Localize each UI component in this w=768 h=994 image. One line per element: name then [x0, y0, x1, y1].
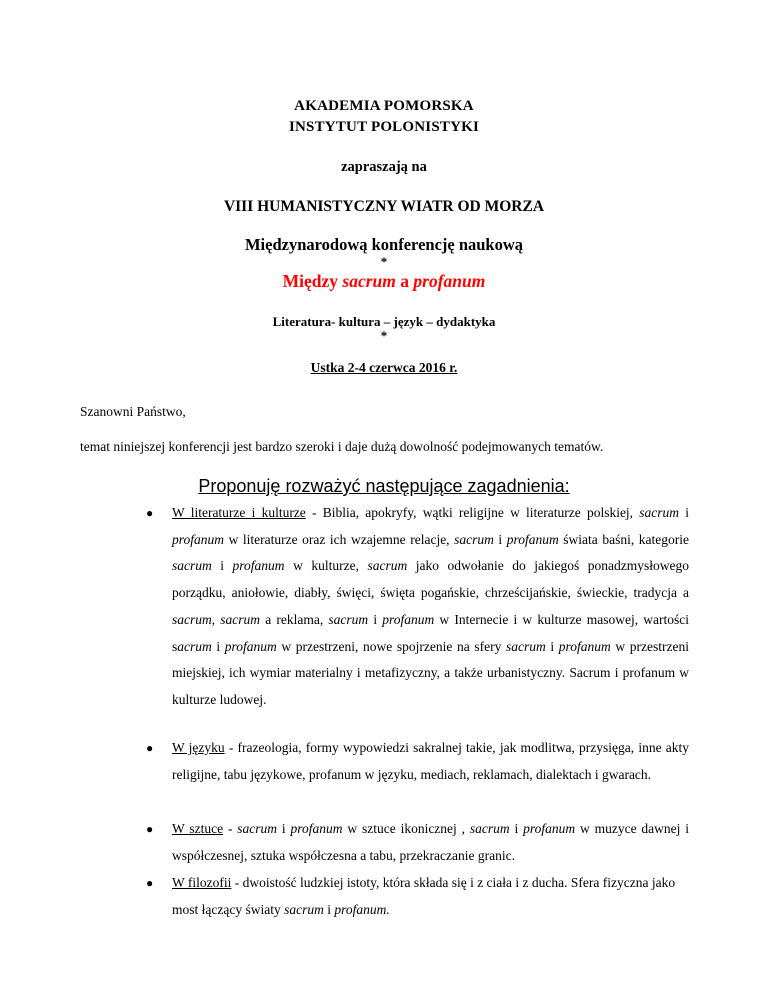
conference-theme — [0, 270, 768, 292]
list-item — [146, 500, 689, 714]
separator-star: * — [380, 328, 388, 343]
theme-sacrum: sacrum — [342, 271, 396, 291]
bullet-icon: ● — [146, 741, 154, 755]
bullet-icon: ● — [146, 506, 154, 520]
topic-segment: i — [323, 901, 335, 917]
topic-segment: w literaturze oraz ich wzajemne relacje, — [224, 531, 455, 547]
italic-term: sacrum — [469, 821, 510, 836]
italic-term: sacrum — [172, 558, 212, 574]
topic-segment: i — [368, 611, 383, 627]
theme-prefix: Między — [282, 271, 343, 291]
topic-segment: w muzyce dawnej i współczesnej, sztuka współczesna a tabu, przekraczanie granic. — [172, 821, 689, 863]
topic-segment: i — [545, 638, 559, 654]
topic-label: W filozofii — [172, 875, 232, 890]
topic-segment: w sztuce ikonicznej , — [342, 821, 470, 836]
italic-term: profanum — [558, 638, 611, 654]
italic-term: profanum — [172, 531, 225, 547]
topic-segment: a reklama, — [260, 611, 329, 627]
italic-term: profanum — [382, 611, 435, 627]
topic-text — [172, 870, 689, 923]
organizer-line-2: INSTYTUT POLONISTYKI — [288, 119, 480, 135]
conference-type: Międzynarodową konferencję naukową — [244, 235, 524, 254]
topic-segment: świata baśni, kategorie — [558, 531, 689, 547]
italic-term: sacrum — [284, 901, 324, 917]
italic-term: profanum — [232, 558, 285, 574]
topic-segment: - frazeologia, formy wypowiedzi sakralnej takie, jak modlitwa, przysięga, inne akty religijne, tabu językowe, profanum w języku, mediach, reklamach, dialektach i gwarach. — [172, 740, 690, 782]
italic-term: profanum — [224, 638, 277, 654]
list-item — [146, 870, 689, 923]
topic-segment: jako odwołanie do jakiegoś ponadzmysłowego porządku, aniołowie, diabły, święci, święta pogańskie, chrześcijańskie, świeckie, tradycja a — [172, 558, 689, 601]
organizer-line-1: AKADEMIA POMORSKA — [294, 98, 474, 114]
italic-term: acrum — [177, 638, 212, 654]
intro-paragraph: temat niniejszej konferencji jest bardzo szeroki i daje dużą dowolność podejmowanych tematów. — [80, 439, 604, 454]
conference-scope: Literatura- kultura – język – dydaktyka — [272, 314, 496, 329]
topic-segment: - — [223, 821, 238, 836]
topic-segment: w przestrzeni miejskiej, ich wymiar materialny i metafizyczny, a także urbanistyczny. Sacrum i profanum w kulturze ludowej. — [172, 638, 689, 707]
topic-segment: i — [211, 558, 233, 574]
place-and-date: Ustka 2-4 czerwca 2016 r. — [310, 360, 458, 375]
separator-star: * — [380, 254, 388, 269]
topic-text — [172, 816, 689, 869]
topic-text — [172, 500, 689, 714]
topic-label: W sztuce — [172, 821, 224, 836]
list-item — [146, 816, 689, 869]
italic-term: profanum — [506, 531, 559, 547]
italic-term: sacrum — [367, 558, 408, 574]
bullet-icon: ● — [146, 876, 154, 890]
italic-term: sacrum — [505, 638, 546, 654]
list-item — [146, 735, 690, 788]
invitation-text: zapraszają na — [341, 159, 427, 175]
topic-segment: w przestrzeni, nowe spojrzenie na sfery — [276, 638, 506, 654]
theme-mid: a — [395, 271, 414, 291]
topic-segment: i — [211, 638, 225, 654]
italic-term: profanum — [290, 821, 343, 836]
topic-text — [172, 735, 689, 788]
topic-segment: i — [679, 505, 689, 520]
italic-term: sacrum — [172, 611, 212, 627]
topic-segment: i — [493, 531, 507, 547]
theme-profanum: profanum — [413, 271, 486, 291]
topic-label: W języku — [172, 740, 225, 755]
italic-term: profanum — [523, 821, 576, 836]
italic-term: sacrum — [237, 821, 278, 836]
italic-term: profanum. — [334, 901, 390, 917]
italic-term: sacrum — [328, 611, 369, 627]
italic-term: sacrum — [220, 611, 261, 627]
bullet-icon: ● — [146, 822, 154, 836]
event-title: VIII HUMANISTYCZNY WIATR OD MORZA — [223, 198, 545, 215]
topic-segment: - dwoistość ludzkiej istoty, która składa się i z ciała i z ducha. Sfera fizyczna jako most łączący światy — [172, 875, 676, 917]
topic-label: W literaturze i kulturze — [172, 505, 306, 520]
topic-segment: i — [509, 821, 524, 836]
italic-term: sacrum — [454, 531, 494, 547]
topic-segment: w kulturze, — [284, 558, 368, 574]
greeting: Szanowni Państwo, — [80, 404, 186, 419]
topic-segment: i — [277, 821, 291, 836]
topic-segment: w Internecie i w kulturze masowej, wartości s — [172, 611, 689, 654]
section-title-text: Proponuję rozważyć następujące zagadnienia: — [198, 476, 570, 496]
italic-term: sacrum — [639, 505, 680, 520]
section-title — [0, 475, 768, 497]
topic-segment: , — [211, 611, 221, 627]
topic-segment: - Biblia, apokryfy, wątki religijne w literaturze polskiej, — [305, 505, 640, 520]
